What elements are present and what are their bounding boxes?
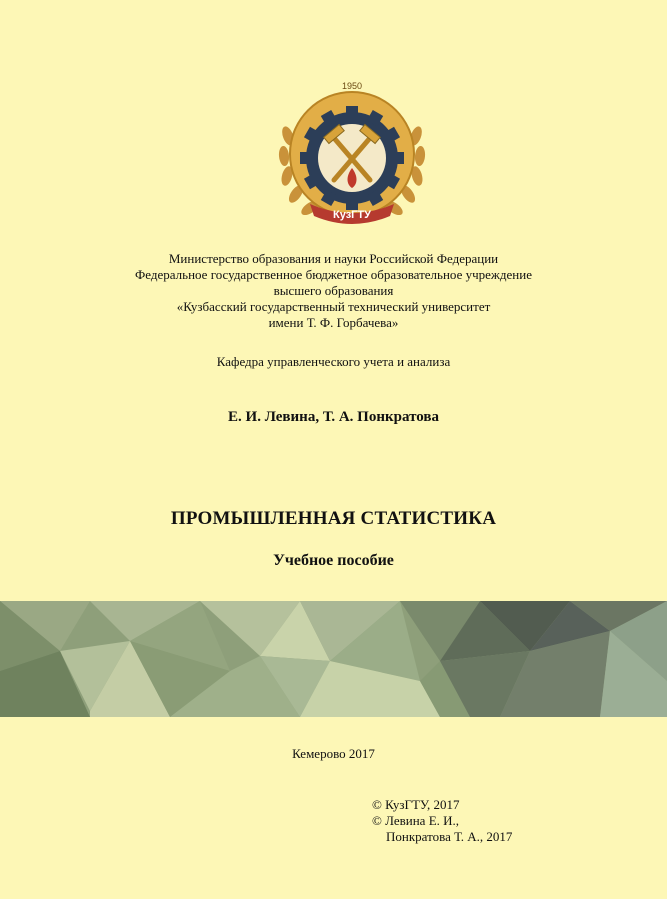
authors: Е. И. Левина, Т. А. Понкратова bbox=[228, 409, 439, 425]
kuzgtu-logo bbox=[274, 76, 430, 232]
org-line: имени Т. Ф. Горбачева» bbox=[268, 315, 399, 330]
copyright-line: © Левина Е. И., bbox=[372, 813, 460, 828]
organization-header bbox=[0, 251, 667, 331]
org-line: Министерство образования и науки Российской Федерации bbox=[168, 251, 499, 266]
book-title: ПРОМЫШЛЕННАЯ СТАТИСТИКА bbox=[170, 508, 497, 529]
copyright-block bbox=[372, 797, 512, 845]
city-year: Кемерово 2017 bbox=[292, 746, 375, 761]
logo-year: 1950 bbox=[341, 81, 363, 91]
copyright-line: © КузГТУ, 2017 bbox=[372, 797, 460, 812]
org-line: Федеральное государственное бюджетное образовательное учреждение bbox=[135, 267, 532, 282]
decorative-polygon-band bbox=[0, 601, 667, 717]
department: Кафедра управленческого учета и анализа bbox=[216, 354, 451, 369]
copyright-line: Понкратова Т. А., 2017 bbox=[386, 829, 513, 844]
book-subtitle: Учебное пособие bbox=[273, 552, 394, 569]
org-line: «Кузбасский государственный технический университет bbox=[176, 299, 491, 314]
org-line: высшего образования bbox=[273, 283, 394, 298]
logo-ribbon-text: КузГТУ bbox=[333, 209, 371, 221]
